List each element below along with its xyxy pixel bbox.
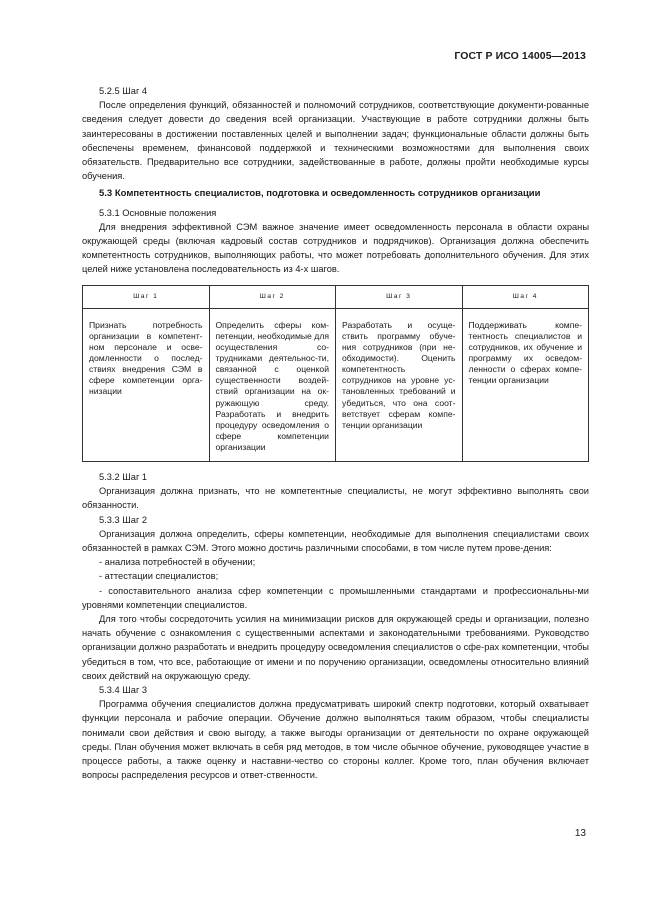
section-5-3-2-title: 5.3.2 Шаг 1 xyxy=(99,471,148,482)
section-5-3-3-title: 5.3.3 Шаг 2 xyxy=(99,514,148,525)
section-5-3-1-title: 5.3.1 Основные положения xyxy=(99,207,217,218)
steps-table-cell-1: Признать потребность организации в компетент-ном персонале и осве-домленности о послед-ствиях внедрения СЭМ в сфере компетенции орга-низации xyxy=(83,308,210,461)
section-5-2-5-title: 5.2.5 Шаг 4 xyxy=(99,86,148,96)
section-5-3-4-paragraph: Программа обучения специалистов должна предусматривать широкий спектр подготовки, который охватывает функции персонала и рабочие операции. Обучение должно выполняться таким образом, чтобы специалисты понимали свои действия и свою выгоду, а также выгоды организации от деятельности по охране окружающей среды. План обучения может включать в себя ряд методов, в том числе обычное обучение, руководящее участие в процессе работы, а также оценку и наставни-чество со стороны коллег. Кроме того, план обучения включает вопросы распределения ресурсов и ответ-ственности. xyxy=(82,699,589,781)
list-item: - анализа потребностей в обучении; xyxy=(99,557,256,568)
list-item: - аттестации специалистов; xyxy=(99,571,219,582)
steps-table-cell-2: Определить сферы ком-петенции, необходимые для осуществления со-трудниками деятельнос-ти, связанной с оценкой существенности воздей-ствий организации на ок-ружающую среду. Разработать и внедрить процедуру осведомления о сфере компетенции организации xyxy=(209,308,336,461)
section-5-3-2-paragraph: Организация должна признать, что не компетентные специалисты, не могут эффективно выполнять свои обязанности. xyxy=(82,486,589,511)
steps-table-header-1: Шаг 1 xyxy=(83,285,210,308)
section-5-3-4-title: 5.3.4 Шаг 3 xyxy=(99,685,148,696)
steps-table-cell-4: Поддерживать компе-тентность специалистов и сотрудников, их обучение и программу их осведом-ленности о сферах компе-тенции организации xyxy=(462,308,589,461)
document-standard-header: ГОСТ Р ИСО 14005—2013 xyxy=(454,50,586,62)
section-5-2-5-paragraph: После определения функций, обязанностей и полномочий сотрудников, соответствующие документи-рованные сведения следует довести до сведения всей организации. Участвующие в работе сотрудники должны быть заинтересованы в достижении поставленных целей и выполнении задач; функциональные области должны быть обеспечены временем, финансовой поддержкой и техническими возможностями для выполнения своих обязательств. Предварительно все сотрудники, задействованные в работе, должны пройти необходимые курсы обучения. xyxy=(82,100,589,182)
steps-table-header-2: Шаг 2 xyxy=(209,285,336,308)
section-5-3-heading: 5.3 Компетентность специалистов, подготовка и осведомленность сотрудников организации xyxy=(99,188,541,200)
page-number: 13 xyxy=(574,828,586,839)
section-5-3-3-paragraph-2: Для того чтобы сосредоточить усилия на минимизации рисков для окружающей среды и организации, полезно начать обучение с ознакомления с существенными аспектами и законодательными требованиями. Руководство организации должно разработать и внедрить процедуру осведомления специалистов о сфе-рах компетенции, чтобы убедиться в том, что все, работающие от имени и по поручению организации, осведомлены относительно влияний своих действий на окружающую среду. xyxy=(82,614,589,681)
section-5-3-3-paragraph: Организация должна определить, сферы компетенции, необходимые для выполнения специалистами своих обязанностей в рамках СЭМ. Этого можно достичь различными способами, в том числе путем прове-дения: xyxy=(82,528,589,553)
page-content xyxy=(82,84,589,782)
steps-table-header-4: Шаг 4 xyxy=(462,285,589,308)
steps-table-cell-3: Разработать и осуще-ствить программу обуче-ния сотрудников (при не-обходимости). Оценить компетентность сотрудников на уровне ус-тановленных требований и убедиться, что она соот-ветствует сферам компе-тенции организации xyxy=(336,308,463,461)
section-5-3-1-paragraph: Для внедрения эффективной СЭМ важное значение имеет осведомленность персонала в области охраны окружающей среды (включая кадровый состав сотрудников и подрядчиков). Организация должна обеспечить компетентность сотрудников, выполняющих работы, что может потребовать дополнительного обучения. Для этих целей ниже установлена последовательность из 4-х шагов. xyxy=(82,221,589,275)
steps-table-header-3: Шаг 3 xyxy=(336,285,463,308)
list-item: - сопоставительного анализа сфер компетенции с промышленными стандартами и профессиональны-ми уровнями компетенции специалистов. xyxy=(82,585,589,610)
steps-table xyxy=(82,285,589,462)
